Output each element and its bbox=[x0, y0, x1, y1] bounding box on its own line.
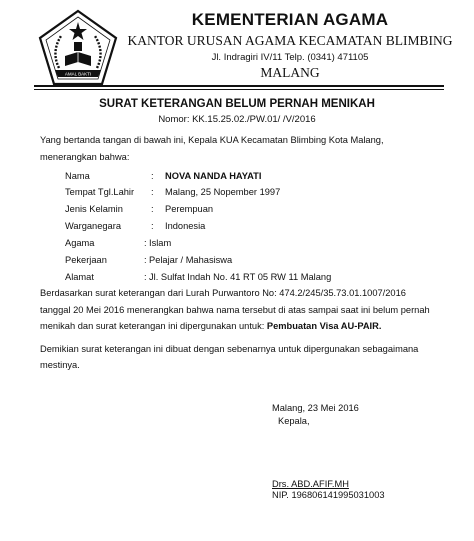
header-rule-thin bbox=[34, 89, 444, 90]
document-number: Nomor: KK.15.25.02./PW.01/ /V/2016 bbox=[158, 114, 316, 125]
body-line-3-text: menikah dan surat keterangan ini dipergunakan untuk: bbox=[40, 321, 267, 331]
field-colon: : bbox=[144, 238, 147, 248]
field-label: Pekerjaan bbox=[65, 255, 107, 265]
field-value: Pelajar / Mahasiswa bbox=[149, 255, 233, 265]
field-label: Alamat bbox=[65, 272, 94, 282]
closing-line-1: Demikian surat keterangan ini dibuat dengan sebenarnya untuk dipergunakan sebagaimana bbox=[40, 344, 419, 354]
intro-line-1: Yang bertanda tangan di bawah ini, Kepala KUA Kecamatan Blimbing Kota Malang, bbox=[40, 135, 384, 145]
field-label: Agama bbox=[65, 238, 95, 248]
document-title: SURAT KETERANGAN BELUM PERNAH MENIKAH bbox=[99, 98, 375, 110]
field-colon: : bbox=[151, 171, 154, 181]
office-name: KANTOR URUSAN AGAMA KECAMATAN BLIMBING bbox=[127, 33, 453, 48]
intro-line-2: menerangkan bahwa: bbox=[40, 152, 130, 162]
body-line-2: tanggal 20 Mei 2016 menerangkan bahwa nama tersebut di atas sampai saat ini belum pernah bbox=[40, 305, 430, 315]
logo-ribbon-text: AMAL BAKTI bbox=[64, 71, 92, 77]
field-value-name: NOVA NANDA HAYATI bbox=[165, 171, 262, 181]
signature-position: Kepala, bbox=[278, 416, 310, 426]
field-label: Warganegara bbox=[65, 221, 121, 231]
body-line-1: Berdasarkan surat keterangan dari Lurah Purwantoro No: 474.2/245/35.73.01.1007/2016 bbox=[40, 288, 406, 298]
signature-place-date: Malang, 23 Mei 2016 bbox=[272, 403, 359, 413]
field-value: Malang, 25 Nopember 1997 bbox=[165, 187, 281, 197]
office-city: MALANG bbox=[260, 65, 320, 80]
closing-line-2: mestinya. bbox=[40, 360, 80, 370]
field-value: Perempuan bbox=[165, 204, 214, 214]
org-name: KEMENTERIAN AGAMA bbox=[191, 10, 389, 29]
office-address: Jl. Indragiri IV/11 Telp. (0341) 471105 bbox=[211, 52, 369, 63]
field-colon: : bbox=[151, 221, 154, 231]
field-value: Indonesia bbox=[165, 221, 206, 231]
signatory-name: Drs. ABD.AFIF.MH bbox=[272, 479, 349, 489]
field-value: Jl. Sulfat Indah No. 41 RT 05 RW 11 Malang bbox=[149, 272, 332, 282]
field-colon: : bbox=[151, 204, 154, 214]
field-label: Tempat Tgl.Lahir bbox=[65, 187, 135, 197]
ministry-logo bbox=[37, 8, 119, 88]
field-colon: : bbox=[151, 187, 154, 197]
body-line-3 bbox=[40, 321, 381, 331]
purpose-text: Pembuatan Visa AU-PAIR. bbox=[266, 321, 382, 331]
field-colon: : bbox=[144, 255, 147, 265]
field-label: Jenis Kelamin bbox=[65, 204, 123, 214]
signatory-nip: NIP. 196806141995031003 bbox=[272, 490, 385, 500]
field-label: Nama bbox=[65, 171, 90, 181]
header-rule-thick bbox=[34, 85, 444, 87]
field-colon: : bbox=[144, 272, 147, 282]
field-value: Islam bbox=[149, 238, 172, 248]
